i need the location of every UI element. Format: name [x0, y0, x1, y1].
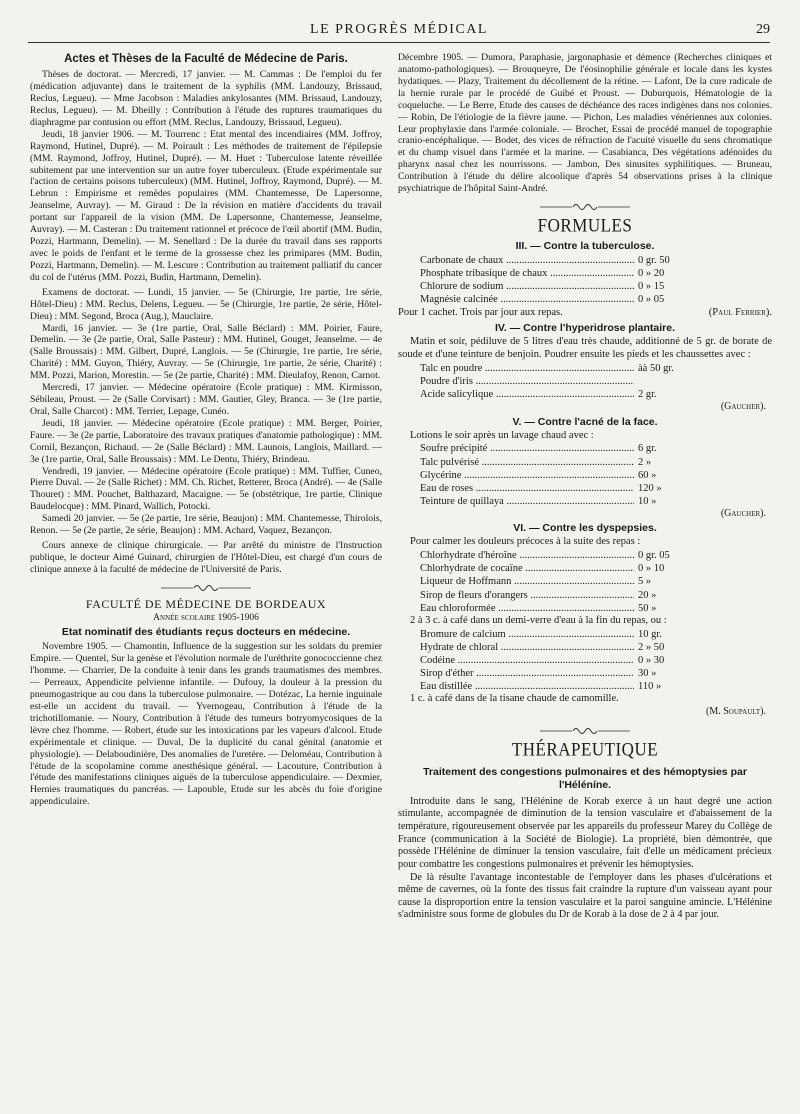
therapeutique-subtitle: Traitement des congestions pulmonaires et des hémoptysies par l'Héléníne.: [423, 766, 747, 792]
formula-row: Acide salicylique ..... 2 gr.: [420, 388, 720, 401]
examens-paragraph: Samedi 20 janvier. — 5e (2e partie, 1re série, Beaujon) : MM. Chantemesse, Thirolois, Renon. — 5e (2e partie, 2e série, Beaujon) : MM. Achard, Vaquez, Bezançon.: [30, 513, 382, 537]
formula-heading: VI. — Contre les dyspepsies.: [513, 522, 657, 535]
formula-row: Talc en poudre ..... àà 50 gr.: [420, 362, 720, 375]
formula-signature: (Gaucher).: [720, 401, 766, 413]
bordeaux-list-continued: Décembre 1905. — Dumora, Paraphasie, jargonaphasie et démence (Recherches cliniques et anatomo-pathologiques). — Brouqueyre, De l'éosinophilie générale et locale dans les kystes hydatiques. — Plazy, Traitement du décollement de la rétine. — Lafont, De la cure radicale de la hernie rurale par le procédé de Guibé et Proust. — Duburquois, Hématologie de la coqueluche. — Le Berre, Etude des causes de déchéance des races indigènes dans nos colonies. — Robin, De l'étiologie de la fièvre jaune. — Pichon, Les maladies vénériennes aux colonies. Leur prophylaxie dans l'armée coloniale. — Brochet, Essai de procédé manuel de topographie cranio-encéphalique. — Bodet, des vices de réfraction de l'acuité visuelle du sens chromatique et du champ visuel dans l'armée et la marine. — Casabianca, Des végétations adénoïdes du pharynx nasal chez les nourrissons. — Jambon, Des sinusites syphilitiques. — Bruneau, Contribution à l'étude du délire alcoolique d'après 54 observations prises à la clinique psychiatrique de l'hôpital Saint-André.: [398, 52, 772, 195]
ornament-divider: [30, 583, 382, 593]
formula-row: Talc pulvérisé ..... 2 »: [420, 456, 720, 469]
bordeaux-subtitle: Etat nominatif des étudiants reçus docteurs en médecine.: [61, 626, 351, 639]
formula-signature: (Paul Ferrier).: [708, 307, 772, 319]
therapeutique-paragraph: De là résulte l'avantage incontestable de l'employer dans les phases d'ulcérations et même de cavernes, où la fonte des tissus fait craindre la rupture d'un vaisseau ayant pour cause la disproportion entre la tension vasculaire et la paroi sanguine amincie. L'Hélénine s'administre sous forme de globules du Dr de Korab à la dose de 2 à 4 par jour.: [398, 871, 772, 921]
formula-intro: Pour calmer les douleurs précoces à la suite des repas :: [410, 536, 641, 548]
therapeutique-body: [398, 796, 772, 922]
formula-table: [420, 254, 720, 307]
examens-paragraph: Examens de doctorat. — Lundi, 15 janvier. — 5e (Chirurgie, 1re partie, 1re série, Hôtel-Dieu) : MM. Reclus, Delens, Legueu. — 5e (Chirurgie, 1re partie, 2e série, Hôtel-Dieu) : MM. Segond, Broca (Aug.), Mauclaire.: [30, 286, 382, 322]
examens-paragraph: Mercredi, 17 janvier. — Médecine opératoire (Ecole pratique) : MM. Kirmisson, Sébileau, Proust. — 2e (Salle Corvisart) : MM. Gautier, Gley, Branca. — 3e (1re partie, Oral, Salle Charcot) : MM. Terrier, Lepage, Cunéo.: [30, 382, 382, 417]
formula-intro: Matin et soir, pédiluve de 5 litres d'eau très chaude, additionné de 5 gr. de borate de soude et d'une teinture de benjoin. Poudrer ensuite les pieds et les chaussettes avec :: [398, 336, 772, 361]
ornament-divider: [398, 726, 772, 736]
theses-paragraph: Thèses de doctorat. — Mercredi, 17 janvier. — M. Cammas : De l'emploi du fer (médication adjuvante) dans le traitement de la syphilis (MM. Landouzy, Brissaud, Reclus, Legueu). — Mme Jacobson : Maladies ankylosantes (MM. Brissaud, Landouzy, Reclus, Legueu). — M. Dheilly : Contribution à l'étude des ruptures traumatiques du diaphragme par contusion ou effort (MM. Reclus, Landouzy, Brissaud, Legueu).: [30, 69, 382, 128]
left-column: [30, 52, 382, 1102]
right-column: [398, 52, 772, 1102]
formula-row: Soufre précipité ..... 6 gr.: [420, 442, 720, 455]
formula-note: Pour 1 cachet. Trois par jour aux repas. (Paul Ferrier).: [398, 307, 772, 319]
formula-row: Eau chloroformée ..... 50 »: [420, 602, 720, 615]
formula-note: 1 c. à café dans de la tisane chaude de camomille.: [410, 693, 619, 705]
examens-paragraph: Mardi, 16 janvier. — 3e (1re partie, Oral, Salle Béclard) : MM. Poirier, Faure, Demelin. — 3e (2e partie, Oral, Salle Pasteur) : MM. Hutinel, Gouget, Jeanselme. — 4e (Salle Broussais) : MM. Gilbert, Dupré, Langlois. — 5e (Chirurgie, 1re partie, 1re série, Charité) : MM. Guyon, Thiéry, Auvray. — 5e (Chirurgie, 1re partie, 2e série, Charité) : MM. Pozzi, Marion, Morestin. — 5e (2e partie, Charité) : MM. Dieulafoy, Renon, Carnot.: [30, 322, 382, 382]
bordeaux-list: Novembre 1905. — Chamontin, Influence de la suggestion sur les soldats du premier Empire. — Quentel, Sur la genèse et l'évolution normale de l'uréthrite gonococcienne chez l'homme. — Charrier, De la conduite à tenir dans les grands traumatismes des membres. — Perreaux, Appendicite pelvienne infantile. — Dufouy, la douleur à la pression du pneumogastrique au cou dans la tuberculose pulmonaire. — Dotézac, La hernie inguinale est-elle un accident du travail. — Yvernogeau, Contribution à l'étude de la trichotillomanie. — Noury, Contribution à l'étude des tumeurs botryomycosiques de la lèvre chez l'homme. — Robert, étude sur les intoxications par les vapeurs d'alcool. Etude expérimentale et clinique. — Duval, De la duplicité du canal génital (anatomie et physiologie). — Delaboudinière, Des anomalies de l'uretère. — Deloméau, Contribution à l'étude de la scopolamine comme anesthésique général. — Lacouture, Contribution à l'étude des manifestations cliniques aiguës de la tuberculose appendiculaire. — Dexmier, Hernies traumatiques du pancréas. — Lapouble, Etude sur les abcès du foie d'origine appendiculaire.: [30, 641, 382, 808]
examens-paragraph: Jeudi, 18 janvier. — Médecine opératoire (Ecole pratique) : MM. Berger, Poirier, Faure. — 3e (2e partie, Laboratoire des travaux pratiques d'anatomie pathologique) : MM. Cornil, Bezançon, Richaud. — 2e (Salle Béclard) : MM. Launois, Langlois, Maillard. — 3e (1re partie, Oral, Salle Broussais) : MM. Le Dentu, Thiéry, Brindeau.: [30, 417, 382, 465]
formula-intro: Lotions le soir après un lavage chaud avec :: [410, 429, 594, 441]
formula-heading: V. — Contre l'acné de la face.: [512, 415, 658, 428]
formula-table: [420, 442, 720, 508]
page-number: 29: [756, 22, 770, 37]
section-heading-paris: Actes et Thèses de la Faculté de Médecine de Paris.: [64, 53, 348, 65]
theses-paragraph: Jeudi, 18 janvier 1906. — M. Tourrenc : Etat mental des incendiaires (MM. Joffroy, Raymond, Hutinel, Dupré). — M. Poirault : Les méthodes de traitement de l'épilepsie (MM. Raymond, Joffroy, Hutinel, Dupré). — M. Huet : Tuberculose latente réveillée subitement par une intervention sur un autre foyer tuberculeux. (Etude expérimentale sur l'action de certains poisons tuberculeux) (MM. Hutinel, Joffroy, Raymond, Dupré). — M. Lebrun : Empirisme et remèdes populaires (MM. Chantemesse, De Lapersonne, Jeanselme, Auvray). — M. Giraud : De la révision en matière d'accidents du travail portant sur l'appareil de la vision (MM. De Lapersonne, Chantemesse, Jeanselme, Auvray). — M. Casteran : Du traitement rationnel et précoce de l'œil abortif (MM. Budin, Pozzi, Hartmann, Demelin). — M. Senellard : De la durée du travail dans ses rapports avec le poids de l'enfant et le terme de la grossesse chez les primipares (MM. Budin, Pozzi, Hartmann, Demelin). — M. Lescure : Contribution au traitement palliatif du cancer du col de l'utérus (MM. Pozzi, Budin, Hartmann, Demelin).: [30, 128, 382, 283]
formules-title: FORMULES: [537, 215, 633, 236]
formula-row: Codéine ..... 0 » 30: [420, 654, 720, 667]
formula-table: [420, 549, 720, 615]
formula-row: Glycérine ..... 60 »: [420, 469, 720, 482]
formula-row: Magnésie calcinée ..... 0 » 05: [420, 293, 720, 306]
formula-row: Hydrate de chloral ..... 2 » 50: [420, 641, 720, 654]
formula-row: Phosphate tribasique de chaux ..... 0 » 20: [420, 267, 720, 280]
formula-signature: (M. Soupault).: [706, 706, 766, 718]
bordeaux-title: FACULTÉ DE MÉDECINE DE BORDEAUX: [85, 596, 327, 611]
therapeutique-paragraph: Introduite dans le sang, l'Hélénine de Korab exerce à un haut degré une action stimulante, accompagnée de diminution de la tension vasculaire et d'abaissement de la température, rigoureusement observée par les appareils du professeur Marey du Collège de France (communication à la Société de Biologie). La propriété, bien démontrée, que possède l'Hélénine de diminuer la tension vasculaire, fait d'elle un médicament précieux pour combattre les congestions pulmonaires et prévenir les hémoptysies.: [398, 795, 772, 870]
formula-table: [420, 362, 720, 401]
running-header: [28, 20, 770, 43]
formula-row: Teinture de quillaya ..... 10 »: [420, 495, 720, 508]
formula-row: Carbonate de chaux ..... 0 gr. 50: [420, 254, 720, 267]
journal-title: LE PROGRÈS MÉDICAL: [310, 22, 488, 37]
formula-row: Eau distillée ..... 110 »: [420, 680, 720, 693]
formula-signature: (Gaucher).: [720, 508, 766, 520]
bordeaux-year: Année scolaire 1905-1906: [153, 612, 259, 623]
formula-row: Chlorure de sodium ..... 0 » 15: [420, 280, 720, 293]
formula-row: Sirop de fleurs d'orangers ..... 20 »: [420, 589, 720, 602]
formula-heading: III. — Contre la tuberculose.: [515, 239, 655, 252]
formula-row: Poudre d'iris .....: [420, 375, 720, 388]
formula-row: Sirop d'éther ..... 30 »: [420, 667, 720, 680]
formula-row: Chlorhydrate de cocaïne ..... 0 » 10: [420, 562, 720, 575]
formula-note: 2 à 3 c. à café dans un demi-verre d'eau à la fin du repas, ou :: [410, 614, 667, 626]
cours-annexe-paragraph: Cours annexe de clinique chirurgicale. — Par arrêté du ministre de l'Instruction publique, le docteur Aimé Guinard, chirurgien de l'Hôtel-Dieu, est chargé d'un cours de clinique annexe à la faculté de médecine de l'Université de Paris.: [30, 540, 382, 575]
formula-heading: IV. — Contre l'hyperidrose plantaire.: [494, 322, 676, 335]
formula-row: Liqueur de Hoffmann ..... 5 »: [420, 575, 720, 588]
formula-row: Chlorhydrate d'héroïne ..... 0 gr. 05: [420, 549, 720, 562]
formula-row: Bromure de calcium ..... 10 gr.: [420, 628, 720, 641]
ornament-divider: [398, 202, 772, 212]
therapeutique-title: THÉRAPEUTIQUE: [511, 738, 659, 760]
examens-paragraph: Vendredi, 19 janvier. — Médecine opératoire (Ecole pratique) : MM. Tuffier, Cuneo, Pierre Duval. — 2e (Salle Richet) : MM. Ch. Richet, Retterer, Broca (André). — 4e (Salle Thouret) : MM. Pouchet, Balthazard, Macaigne. — 5e (obstétrique, 1re partie, Clinique Baudelocque) : MM. Pinard, Wallich, Potocki.: [30, 465, 382, 513]
formula-row: Eau de roses ..... 120 »: [420, 482, 720, 495]
formula-table: [420, 628, 720, 694]
